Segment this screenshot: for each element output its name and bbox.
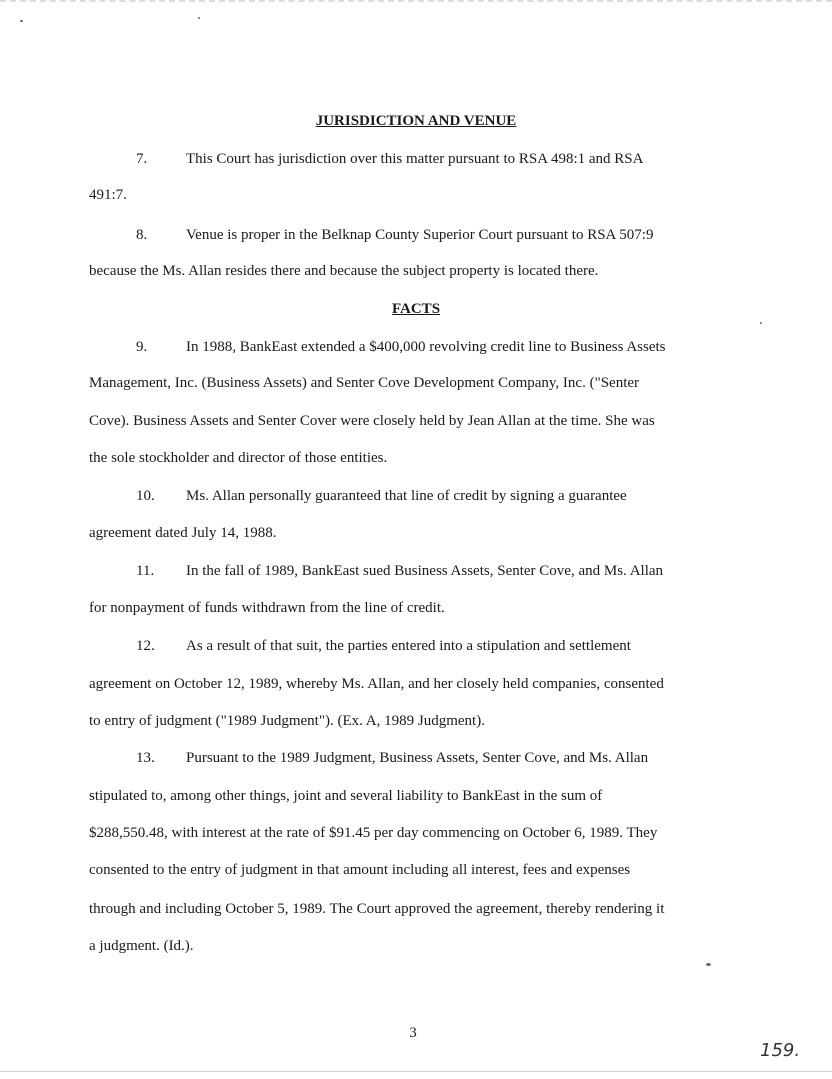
paragraph-9-line-4: the sole stockholder and director of those entities. (89, 450, 388, 466)
paragraph-11-line-2: for nonpayment of funds withdrawn from the line of credit. (89, 600, 445, 616)
scan-speck (20, 20, 23, 22)
paragraph-13-line-6: a judgment. (Id.). (89, 938, 194, 954)
paragraph-7-number: 7. (136, 151, 148, 167)
paragraph-10-line-2: agreement dated July 14, 1988. (89, 525, 277, 541)
paragraph-10-number: 10. (136, 488, 155, 504)
paragraph-13-line-2: stipulated to, among other things, joint and several liability to BankEast in the sum of (89, 788, 603, 804)
paragraph-9-line-1: In 1988, BankEast extended a $400,000 revolving credit line to Business Assets (186, 339, 666, 355)
page-number: 3 (409, 1025, 417, 1041)
heading-facts: FACTS (391, 301, 441, 317)
heading-jurisdiction: JURISDICTION AND VENUE (315, 113, 517, 129)
paragraph-13-line-4: consented to the entry of judgment in that amount including all interest, fees and expenses (89, 862, 631, 878)
paragraph-9-line-3: Cove). Business Assets and Senter Cover were closely held by Jean Allan at the time. She was (89, 413, 655, 429)
scan-edge-top (0, 0, 832, 8)
scan-speck (706, 963, 711, 966)
paragraph-13-line-3: $288,550.48, with interest at the rate of $91.45 per day commencing on October 6, 1989. They (89, 825, 658, 841)
paragraph-7-line-1: This Court has jurisdiction over this matter pursuant to RSA 498:1 and RSA (186, 151, 644, 167)
scan-edge-bottom (0, 1071, 832, 1072)
scan-speck (198, 17, 200, 19)
paragraph-12-line-1: As a result of that suit, the parties entered into a stipulation and settlement (186, 638, 631, 654)
paragraph-13-line-1: Pursuant to the 1989 Judgment, Business Assets, Senter Cove, and Ms. Allan (186, 750, 649, 766)
paragraph-7-line-2: 491:7. (89, 187, 127, 203)
paragraph-12-line-2: agreement on October 12, 1989, whereby Ms. Allan, and her closely held companies, consented (89, 676, 664, 692)
paragraph-10-line-1: Ms. Allan personally guaranteed that line of credit by signing a guarantee (186, 488, 627, 504)
paragraph-13-line-5: through and including October 5, 1989. The Court approved the agreement, thereby rendering it (89, 901, 665, 917)
paragraph-8-line-1: Venue is proper in the Belknap County Superior Court pursuant to RSA 507:9 (186, 227, 654, 243)
paragraph-11-line-1: In the fall of 1989, BankEast sued Business Assets, Senter Cove, and Ms. Allan (186, 563, 664, 579)
paragraph-8-line-2: because the Ms. Allan resides there and because the subject property is located there. (89, 263, 599, 279)
paragraph-11-number: 11. (136, 563, 155, 579)
paragraph-12-number: 12. (136, 638, 155, 654)
paragraph-9-line-2: Management, Inc. (Business Assets) and Senter Cove Development Company, Inc. ("Senter (89, 375, 640, 391)
paragraph-12-line-3: to entry of judgment ("1989 Judgment"). (Ex. A, 1989 Judgment). (89, 713, 485, 729)
handwritten-page-note: 159. (760, 1040, 801, 1061)
paragraph-13-number: 13. (136, 750, 155, 766)
paragraph-8-number: 8. (136, 227, 148, 243)
scan-speck (760, 322, 762, 324)
paragraph-9-number: 9. (136, 339, 148, 355)
